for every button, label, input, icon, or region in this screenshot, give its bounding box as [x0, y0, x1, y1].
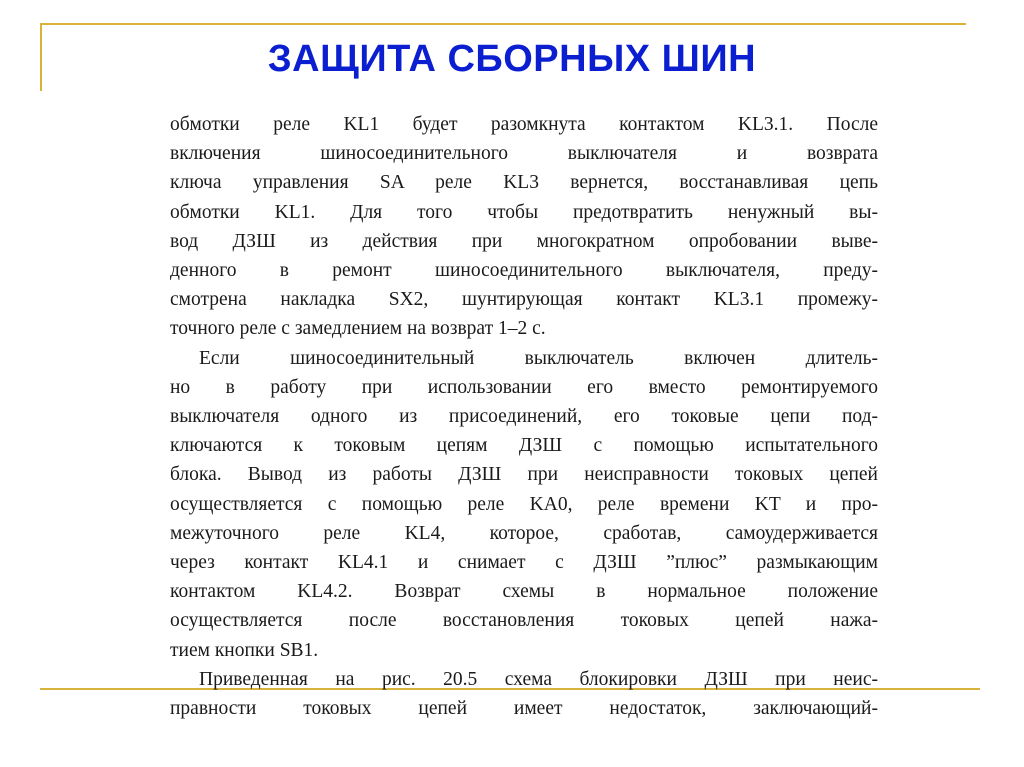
text-line: включения шиносоединительного выключателя и возврата — [170, 143, 878, 165]
frame-top-rule — [40, 23, 966, 25]
text-line: обмотки реле KL1 будет разомкнута контактом KL3.1. После — [170, 114, 878, 135]
text-line: денного в ремонт шиносоединительного выключателя, преду- — [170, 260, 878, 282]
text-line: Приведенная на рис. 20.5 схема блокировки ДЗШ при неис- — [199, 668, 878, 690]
text-line: через контакт KL4.1 и снимает с ДЗШ ”плюс” размыкающим — [170, 552, 878, 574]
text-line: вод ДЗШ из действия при многократном опробовании выве- — [170, 230, 878, 252]
text-line: блока. Вывод из работы ДЗШ при неисправности токовых цепей — [170, 464, 878, 486]
document-text — [170, 110, 878, 723]
text-line: Если шиносоединительный выключатель включен длитель- — [199, 347, 878, 369]
text-line: точного реле с замедлением на возврат 1–2 с. — [170, 318, 546, 340]
text-line: обмотки KL1. Для того чтобы предотвратить ненужный вы- — [170, 201, 878, 223]
text-line: но в работу при использовании его вместо ремонтируемого — [170, 376, 878, 398]
text-line: ключа управления SA реле KL3 вернется, восстанавливая цепь — [170, 172, 878, 194]
slide-title: ЗАЩИТА СБОРНЫХ ШИН — [267, 38, 757, 80]
text-line: ключаются к токовым цепям ДЗШ с помощью испытательного — [170, 435, 878, 457]
text-line: контактом KL4.2. Возврат схемы в нормальное положение — [170, 581, 878, 603]
text-line: правности токовых цепей имеет недостаток, заключающий- — [170, 698, 878, 720]
text-line: выключателя одного из присоединений, его токовые цепи под- — [170, 406, 878, 428]
text-line: межуточного реле KL4, которое, сработав, самоудерживается — [170, 522, 878, 544]
text-line: осуществляется с помощью реле KA0, реле времени KT и про- — [170, 493, 878, 515]
text-line: тием кнопки SB1. — [170, 639, 319, 661]
text-line: осуществляется после восстановления токовых цепей нажа- — [170, 610, 878, 632]
text-line: смотрена накладка SX2, шунтирующая контакт KL3.1 промежу- — [170, 289, 878, 311]
